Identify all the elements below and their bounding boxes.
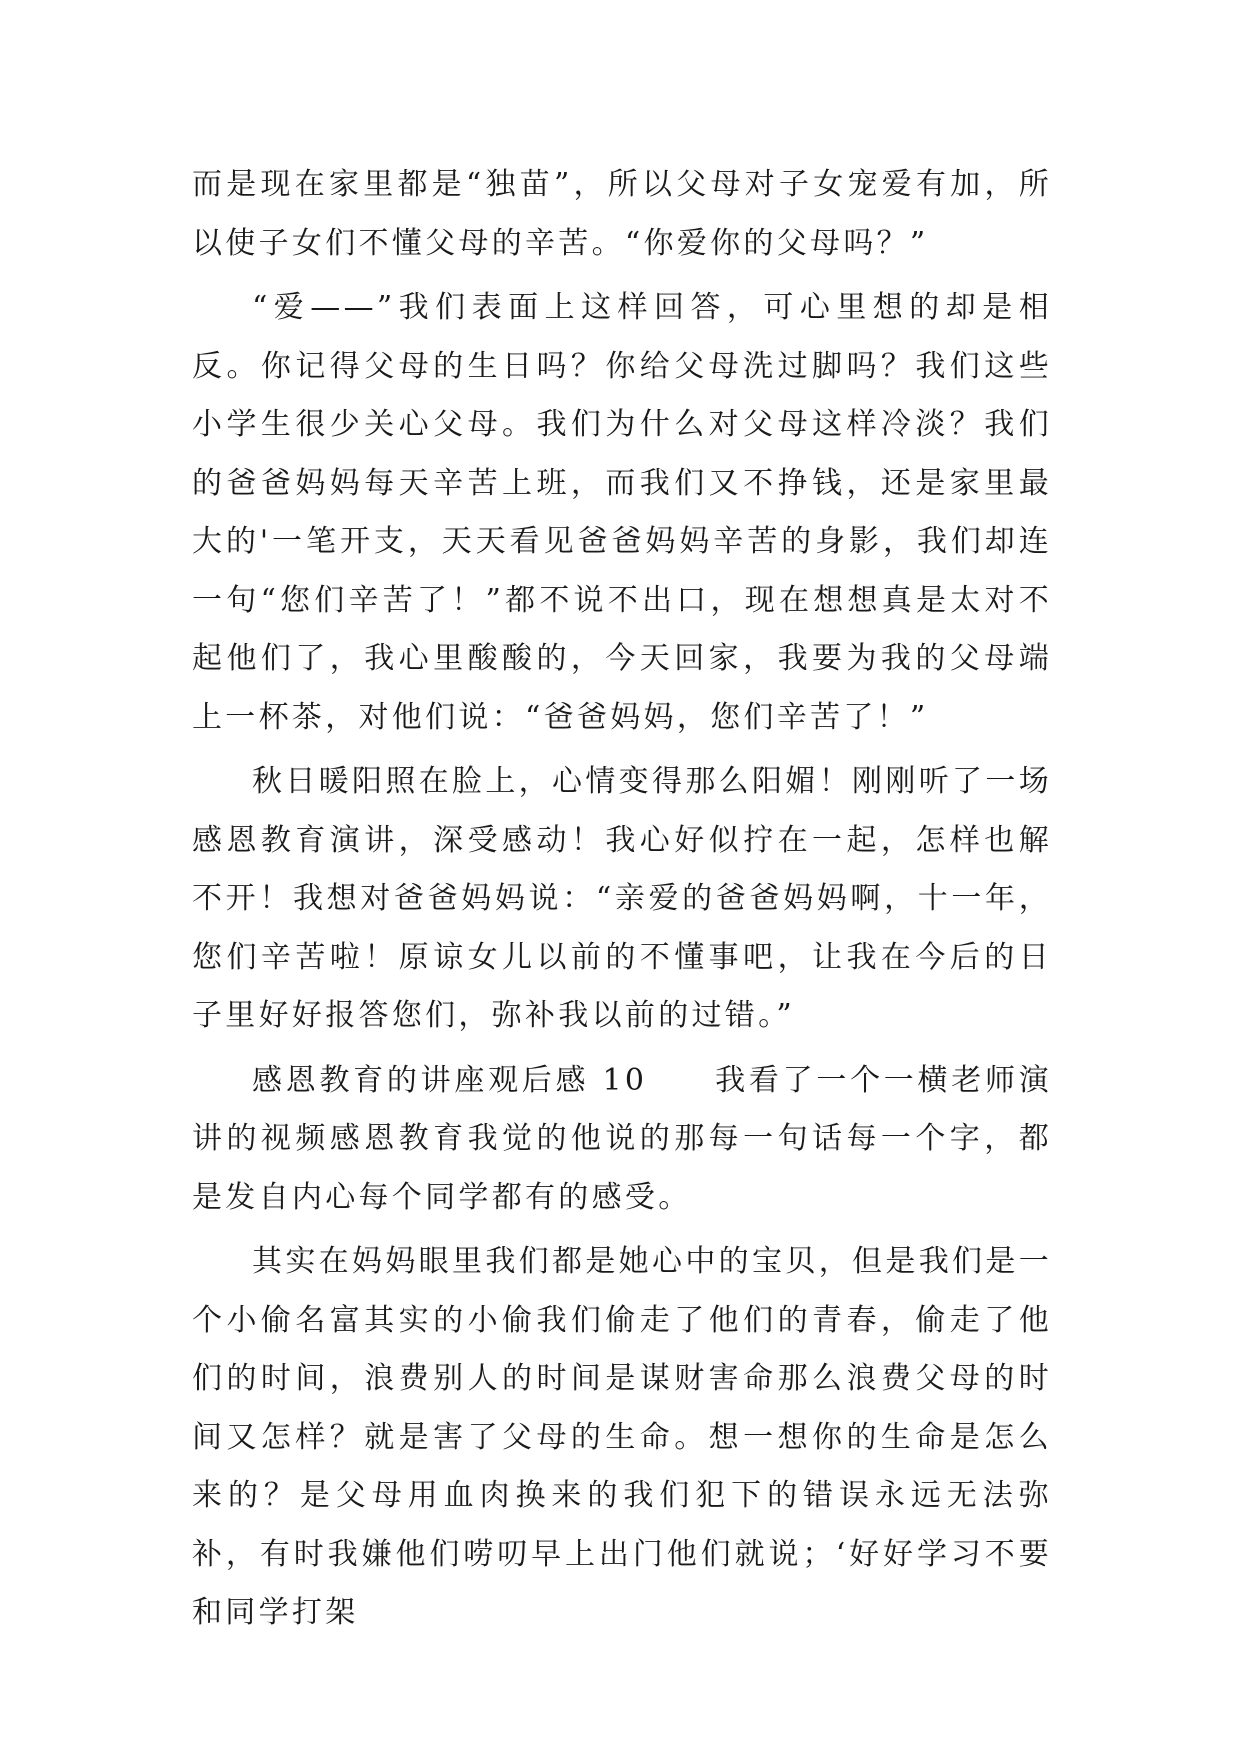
paragraph-mothers-treasure: 其实在妈妈眼里我们都是她心中的宝贝，但是我们是一个小偷名富其实的小偷我们偷走了他们的青春，偷走了他们的时间，浪费别人的时间是谋财害命那么浪费父母的时间又怎样？就是害了父母的生命。想一想你的生命是怎么来的？是父母用血肉换来的我们犯下的错误永远无法弥补，有时我嫌他们唠叨早上出门他们就说；‘好好学习不要和同学打架 [192,1244,1052,1630]
paragraph-continuation: 而是现在家里都是“独苗”，所以父母对子女宠爱有加，所以使子女们不懂父母的辛苦。“你爱你的父母吗？” [192,167,1052,261]
paragraph-lecture-review: 感恩教育的讲座观后感 10 我看了一个一横老师演讲的视频感恩教育我觉的他说的那每一句话每一个字，都是发自内心每个同学都有的感受。 [192,1062,1052,1215]
paragraph-love-answer: “爱——”我们表面上这样回答，可心里想的却是相反。你记得父母的生日吗？你给父母洗过脚吗？我们这些小学生很少关心父母。我们为什么对父母这样冷淡？我们的爸爸妈妈每天辛苦上班，而我们又不挣钱，还是家里最大的'一笔开支，天天看见爸爸妈妈辛苦的身影，我们却连一句“您们辛苦了！”都不说不出口，现在想想真是太对不起他们了，我心里酸酸的，今天回家，我要为我的父母端上一杯茶，对他们说：“爸爸妈妈，您们辛苦了！” [192,290,1052,735]
document-body [192,156,1052,1649]
paragraph-autumn-sun: 秋日暖阳照在脸上，心情变得那么阳媚！刚刚听了一场感恩教育演讲，深受感动！我心好似拧在一起，怎样也解不开！我想对爸爸妈妈说：“亲爱的爸爸妈妈啊，十一年，您们辛苦啦！原谅女儿以前的不懂事吧，让我在今后的日子里好好报答您们，弥补我以前的过错。” [192,764,1052,1033]
